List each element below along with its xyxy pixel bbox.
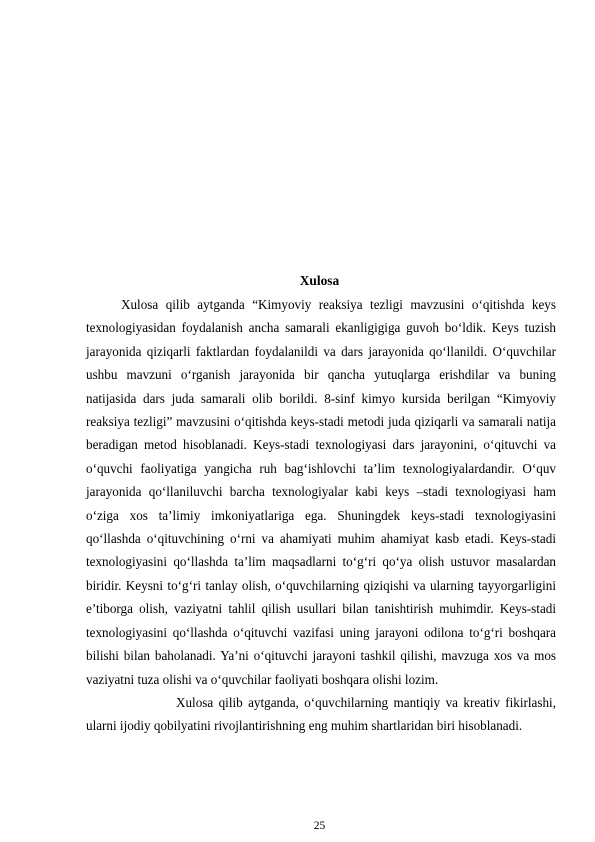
paragraph-summary: Xulosa qilib aytganda, o‘quvchilarning mantiqiy va kreativ fikirlashi, ularni ijodiy qobilyatini rivojlantirishning eng muhim shartlaridan biri hisoblanadi.	[86, 694, 556, 734]
paragraph-conclusion: Xulosa qilib aytganda “Kimyoviy reaksiya tezligi mavzusini o‘qitishda keys texnologiyasidan foydalanish ancha samarali ekanligigiga guvoh bo‘ldik. Keys tuzish jarayonida qiziqarli faktlardan foydalanildi va dars jarayonida qo‘llanildi. O‘quvchilar ushbu mavzuni o‘rganish jarayonida bir qancha yutuqlarga erishdilar va buning natijasida dars juda samarali olib borildi. 8-sinf kimyo kursida berilgan “Kimyoviy reaksiya tezligi” mavzusini o‘qitishda keys-stadi metodi juda qiziqarli va samarali natija beradigan metod hisoblanadi. Keys-stadi texnologiyasi dars jarayonini, o‘qituvchi va o‘quvchi faoliyatiga yangicha ruh bag‘ishlovchi ta’lim texnologiyalardandir. O‘quv jarayonida qo‘llaniluvchi barcha texnologiyalar kabi keys –stadi texnologiyasi ham o‘ziga xos ta’limiy imkoniyatlariga ega. Shuningdek keys-stadi texnologiyasini qo‘llashda o‘qituvchining o‘rni va ahamiyati muhim ahamiyat kasb etadi. Keys-stadi texnologiyasini qo‘llashda ta’lim maqsadlarni to‘g‘ri qo‘ya olish ustuvor masalardan biridir. Keysni to‘g‘ri tanlay olish, o‘quvchilarning qiziqishi va ularning tayyorgarligini e’tiborga olish, vaziyatni tahlil qilish usullari bilan tanishtirish muhimdir. Keys-stadi texnologiyasini qo‘llashda o‘qituvchi vazifasi uning jarayoni odilona to‘g‘ri boshqara bilishi bilan baholanadi. Ya’ni o‘qituvchi jarayoni tashkil qilishi, mavzuga xos va mos vaziyatni tuza olishi va o‘quvchilar faoliyati boshqara olishi lozim.	[86, 297, 556, 687]
page-number: 25	[313, 820, 326, 832]
body-text	[86, 293, 556, 738]
section-heading: Xulosa	[299, 273, 340, 288]
